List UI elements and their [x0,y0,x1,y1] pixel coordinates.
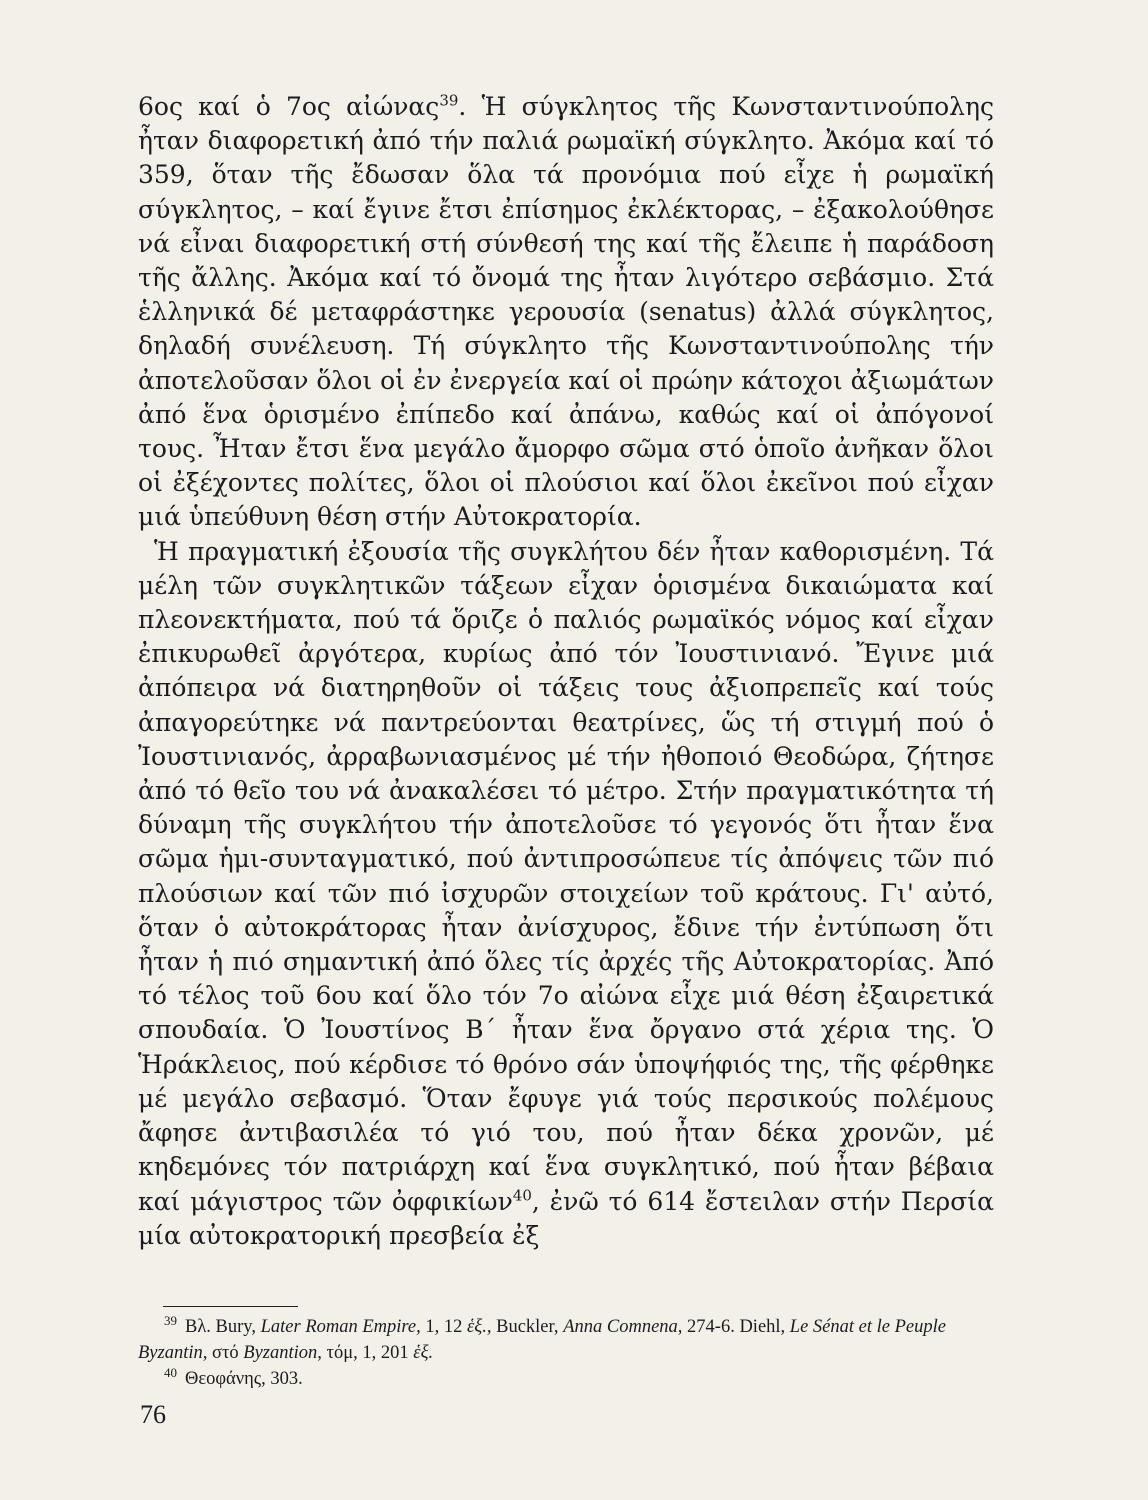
page-number: 76 [140,1400,166,1429]
citation-title: Byzantion, [243,1343,322,1363]
paragraph-text: Ἡ πραγματική ἐξουσία τῆς συγκλήτου δέν ἦταν καθορισμένη. Τά μέλη τῶν συγκλητικῶν τάξεων εἶχαν ὁρισμένα δικαιώματα καί πλεονεκτήματα, πού τά ὅριζε ὁ παλιός ρωμαϊκός νόμος καί εἶχαν ἐπικυρωθεῖ ἀργότερα, κυρίως ἀπό τόν Ἰουστινιανό. Ἔγινε μιά ἀπόπειρα νά διατηρηθοῦν οἱ τάξεις τους ἀξιοπρεπεῖς καί τούς ἀπαγορεύτηκε νά παντρεύονται θεατρίνες, ὥς τή στιγμή πού ὁ Ἰουστινιανός, ἀρραβωνιασμένος μέ τήν ἠθοποιό Θεοδώρα, ζήτησε ἀπό τό θεῖο του νά ἀνακαλέσει τό μέτρο. Στήν πραγματικότητα τή δύναμη τῆς συγκλήτου τήν ἀποτελοῦσε τό γεγονός ὅτι ἦταν ἕνα σῶμα ἡμι-συνταγματικό, πού ἀντιπροσώπευε τίς ἀπόψεις τῶν πιό πλούσιων καί τῶν πιό ἰσχυρῶν στοιχείων τοῦ κράτους. Γι' αὐτό, ὅταν ὁ αὐτοκράτορας ἦταν ἀνίσχυρος, ἔδινε τήν ἐντύπωση ὅτι ἦταν ἡ πιό σημαντική ἀπό ὅλες τίς ἀρχές τῆς Αὐτοκρατορίας. Ἀπό τό τέλος τοῦ 6ου καί ὅλο τόν 7ο αἰώνα εἶχε μιά θέση ἐξαιρετικά σπουδαία. Ὁ Ἰουστίνος Β΄ ἦταν ἕνα ὄργανο στά χέρια της. Ὁ Ἡράκλειος, πού κέρδισε τό θρόνο σάν ὑποψήφιός της, τῆς φέρθηκε μέ μεγάλο σεβασμό. Ὅταν ἔφυγε γιά τούς περσικούς πολέμους ἄφησε ἀντιβασιλέα τό γιό του, πού ἦταν δέκα χρονῶν, μέ κηδεμόνες τόν πατριάρχη καί ἕνα συγκλητικό, πού ἦταν βέβαια καί μάγιστρος τῶν ὀφφικίων [138,536,994,1216]
footnote-text: Buckler, [491,1317,564,1337]
citation-title: Later Roman Empire, [260,1317,421,1337]
citation-title: Le Sénat et le Peuple Byzantin, [138,1317,946,1363]
footnote-number: 40 [164,1364,177,1380]
footnote-reference: 39 [439,91,459,110]
footnote [138,1366,994,1392]
footnote-text: τόμ, 1, 201 [321,1343,414,1363]
footnotes [138,1314,994,1392]
footnote-reference: 40 [512,1186,532,1205]
footnote-text: Θεοφάνης, 303. [185,1369,303,1389]
paragraph-text: 6ος καί ὁ 7ος αἰώνας [138,92,440,121]
paragraph [138,535,994,1253]
footnote-separator [163,1306,298,1307]
footnote-number: 39 [164,1312,177,1328]
paragraph-text: , ἐνῶ τό 614 ἔστειλαν στήν Περσία μία αὐτοκρατορική πρεσβεία ἐξ [138,1186,994,1250]
footnote-text: Βλ. Bury, [185,1317,261,1337]
citation-title: Anna Comnena, [563,1317,683,1337]
main-text [138,90,994,1253]
paragraph-text: . Ἡ σύγκλητος τῆς Κωνσταντινούπολης ἦταν διαφορετική ἀπό τήν παλιά ρωμαϊκή σύγκλητο. Ἀκόμα καί τό 359, ὅταν τῆς ἔδωσαν ὅλα τά προνόμια πού εἶχε ἡ ρωμαϊκή σύγκλητος, – καί ἔγινε ἔτσι ἐπίσημος ἐκλέκτορας, – ἐξακολούθησε νά εἶναι διαφορετική στή σύνθεσή της καί τῆς ἔλειπε ἡ παράδοση τῆς ἄλλης. Ἀκόμα καί τό ὄνομά της ἦταν λιγότερο σεβάσμιο. Στά ἑλληνικά δέ μεταφράστηκε γερουσία (senatus) ἀλλά σύγκλητος, δηλαδή συνέλευση. Τή σύγκλητο τῆς Κωνσταντινούπολης τήν ἀποτελοῦσαν ὅλοι οἱ ἐν ἐνεργεία καί οἱ πρώην κάτοχοι ἀξιωμάτων ἀπό ἕνα ὁρισμένο ἐπίπεδο καί ἀπάνω, καθώς καί οἱ ἀπόγονοί τους. Ἦταν ἔτσι ἕνα μεγάλο ἄμορφο σῶμα στό ὁποῖο ἀνῆκαν ὅλοι οἱ ἐξέχοντες πολίτες, ὅλοι οἱ πλούσιοι καί ὅλοι ἐκεῖνοι πού εἶχαν μιά ὑπεύθυνη θέση στήν Αὐτοκρατορία. [138,92,994,532]
footnote-text: στό [207,1343,244,1363]
citation-title: ἑξ. [413,1343,434,1363]
footnote-text: 274-6. Diehl, [682,1317,790,1337]
footnote-text: 1, 12 [420,1317,468,1337]
paragraph [138,90,994,535]
citation-title: ἑξ., [467,1317,492,1337]
footnote [138,1314,994,1366]
